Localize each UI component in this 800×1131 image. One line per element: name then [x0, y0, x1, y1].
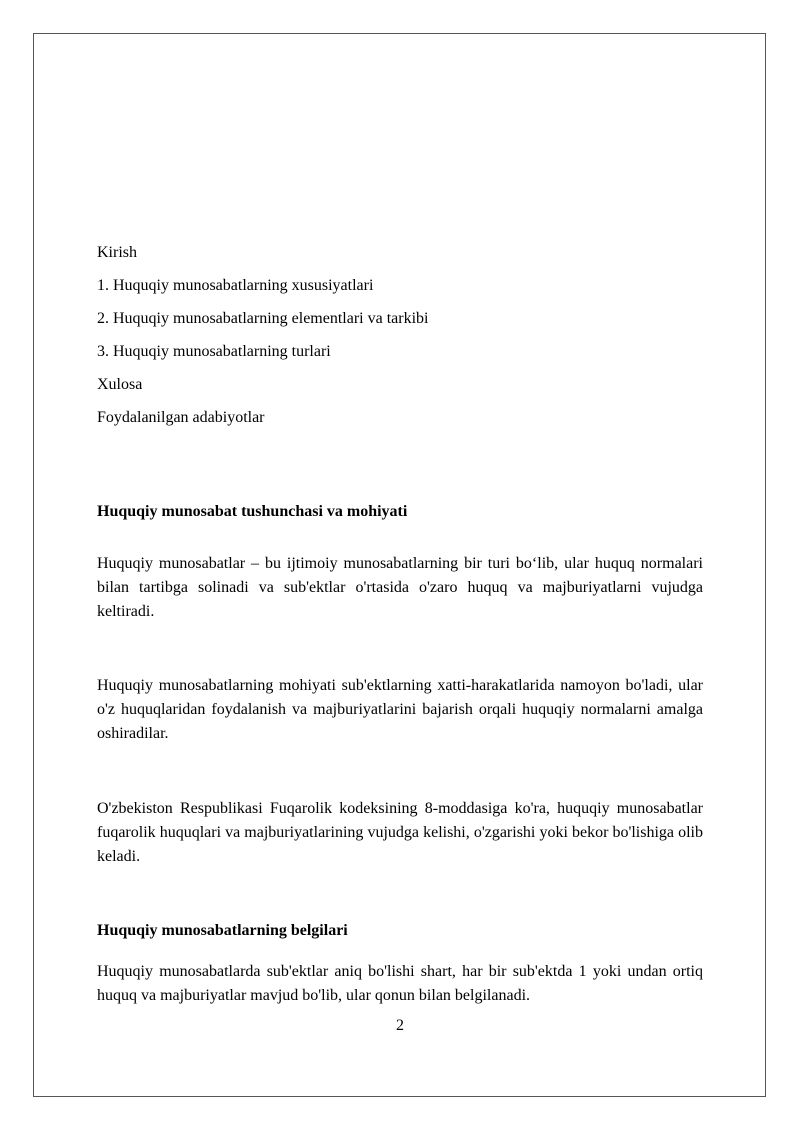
- paragraph-definition: Huquqiy munosabatlar – bu ijtimoiy munosabatlarning bir turi bo‘lib, ular huquq normalari bilan tartibga solinadi va sub'ektlar o'rtasida o'zaro huquq va majburiyatlarni vujudga keltiradi.: [97, 555, 703, 620]
- toc-item-chapter-1: 1. Huquqiy munosabatlarning xususiyatlari: [97, 277, 374, 294]
- toc-item-conclusion: Xulosa: [97, 376, 143, 393]
- toc-item-references: Foydalanilgan adabiyotlar: [97, 409, 265, 426]
- paragraph-civil-code: O'zbekiston Respublikasi Fuqarolik kodeksining 8-moddasiga ko'ra, huquqiy munosabatlar fuqarolik huquqlari va majburiyatlarining vujudga kelishi, o'zgarishi yoki bekor bo'lishiga olib keladi.: [97, 800, 703, 865]
- paragraph-features: Huquqiy munosabatlarda sub'ektlar aniq bo'lishi shart, har bir sub'ektda 1 yoki undan ortiq huquq va majburiyatlar mavjud bo'lib, ular qonun bilan belgilanadi.: [97, 963, 703, 1004]
- toc-item-chapter-2: 2. Huquqiy munosabatlarning elementlari va tarkibi: [97, 310, 429, 327]
- section-heading-features: Huquqiy munosabatlarning belgilari: [97, 922, 348, 939]
- page-number: 2: [396, 1017, 404, 1034]
- toc-item-intro: Kirish: [97, 244, 137, 261]
- toc-item-chapter-3: 3. Huquqiy munosabatlarning turlari: [97, 343, 331, 360]
- table-of-contents: [97, 243, 707, 441]
- section-heading-concept: Huquqiy munosabat tushunchasi va mohiyati: [97, 503, 408, 520]
- paragraph-essence: Huquqiy munosabatlarning mohiyati sub'ektlarning xatti-harakatlarida namoyon bo'ladi, ular o'z huquqlaridan foydalanish va majburiyatlarini bajarish orqali huquqiy normalarni amalga oshiradilar.: [97, 677, 703, 742]
